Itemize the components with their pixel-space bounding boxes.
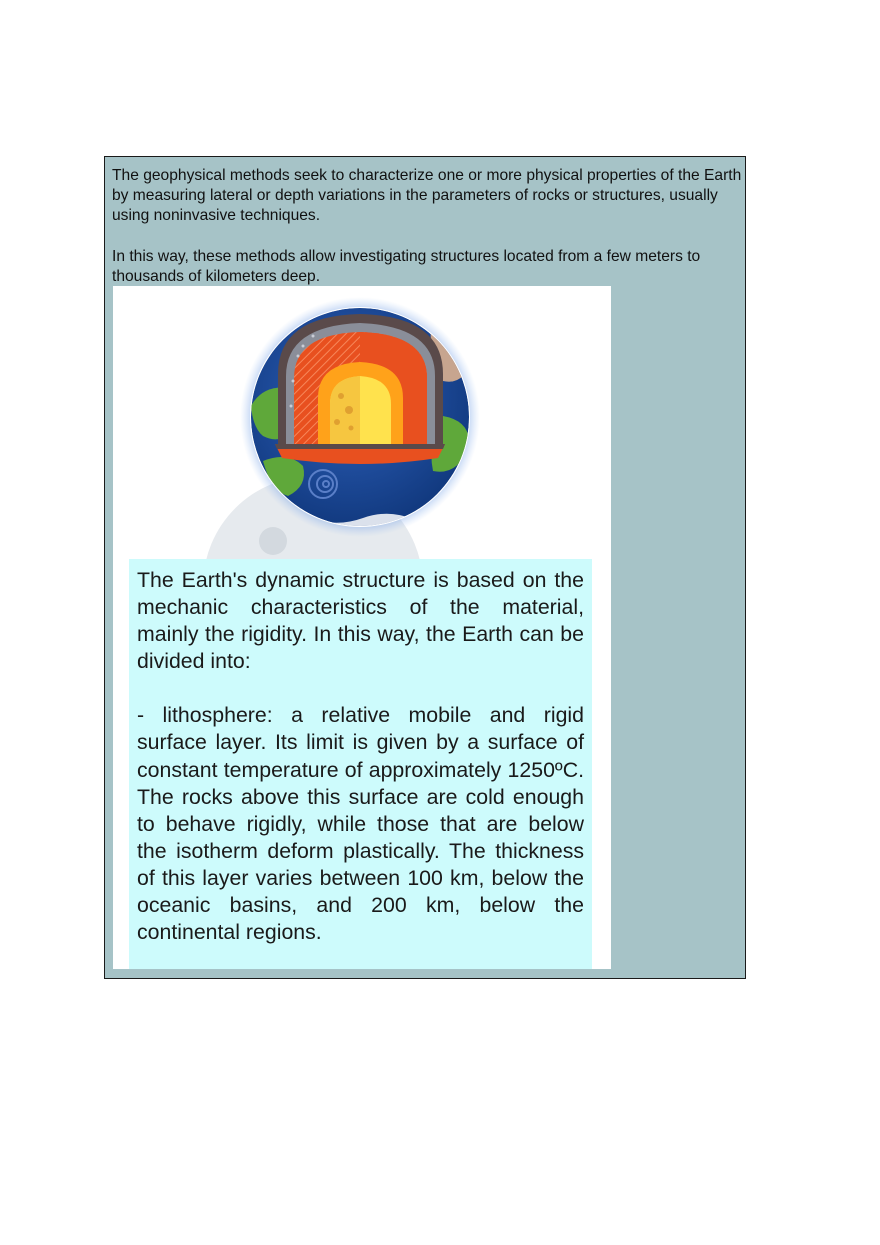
caption-paragraph-1: The Earth's dynamic structure is based on the mechanic characteristics of the material, mainly the rigidity. In this way, the Earth can be divided into: (137, 568, 584, 674)
lithosphere-caption (129, 559, 592, 969)
caption-paragraph-2: - lithosphere: a relative mobile and rigid surface layer. Its limit is given by a surface of constant temperature of approximately 1250ºC. The rocks above this surface are cold enough to behave rigidly, while those that are below the isotherm deform plastically. The thickness of this layer varies between 100 km, below the oceanic basins, and 200 km, below the continental regions. (137, 703, 584, 945)
earth-figure (113, 286, 611, 969)
intro-paragraph-1: The geophysical methods seek to characterize one or more physical properties of the Earth by measuring lateral or depth variations in the parameters of rocks or structures, usually using noninvasive techniques. (112, 167, 742, 225)
intro-paragraph-2: In this way, these methods allow investigating structures located from a few meters to thousands of kilometers deep. (112, 247, 701, 285)
earth-layers-cutaway (275, 314, 445, 464)
content-panel (104, 156, 746, 979)
earth-cutaway-icon (113, 286, 611, 561)
